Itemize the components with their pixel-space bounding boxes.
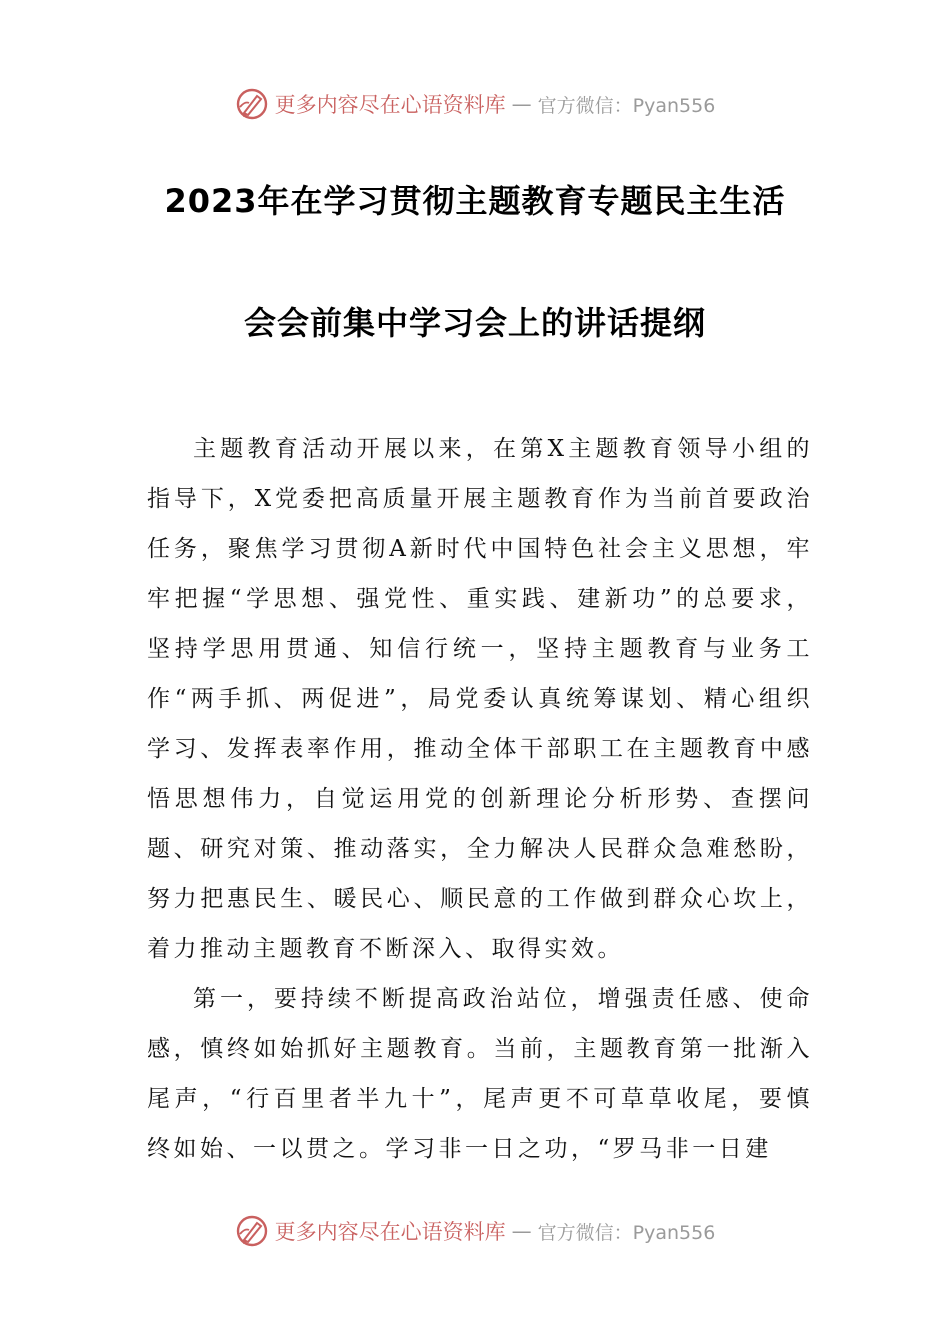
paragraph-intro: 主题教育活动开展以来，在第X主题教育领导小组的指导下，X党委把高质量开展主题教育作为当前首要政治任务，聚焦学习贯彻A新时代中国特色社会主义思想，牢牢把握“学思想、强党性、重实践、建新功”的总要求，坚持学思用贯通、知信行统一，坚持主题教育与业务工作“两手抓、两促进”，局党委认真统筹谋划、精心组织学习、发挥表率作用，推动全体干部职工在主题教育中感悟思想伟力，自觉运用党的创新理论分析形势、查摆问题、研究对策、推动落实，全力解决人民群众急难愁盼，努力把惠民生、暖民心、顺民意的工作做到群众心坎上，着力推动主题教育不断深入、取得实效。 bbox=[147, 436, 813, 962]
header-watermark bbox=[0, 84, 950, 124]
watermark-contact: 官方微信：Pyan556 bbox=[537, 1221, 716, 1244]
watermark-text: 更多内容尽在心语资料库 bbox=[274, 93, 506, 117]
watermark-text: 更多内容尽在心语资料库 bbox=[274, 1220, 506, 1244]
paragraph-first-point: 第一，要持续不断提高政治站位，增强责任感、使命感，慎终如始抓好主题教育。当前，主题教育第一批渐入尾声，“行百里者半九十”，尾声更不可草草收尾，要慎终如始、一以贯之。学习非一日之功，“罗马非一日建 bbox=[147, 986, 813, 1162]
watermark-separator: — bbox=[511, 92, 532, 116]
document-title-line-1: 2023年在学习贯彻主题教育专题民主生活 bbox=[164, 182, 786, 220]
footer-watermark bbox=[0, 1211, 950, 1251]
pen-logo-icon bbox=[235, 1214, 269, 1248]
document-title-line-2: 会会前集中学习会上的讲话提纲 bbox=[243, 304, 706, 342]
pen-logo-icon bbox=[235, 87, 269, 121]
watermark-contact: 官方微信：Pyan556 bbox=[537, 94, 716, 117]
document-body bbox=[147, 424, 813, 1174]
watermark-separator: — bbox=[511, 1219, 532, 1243]
